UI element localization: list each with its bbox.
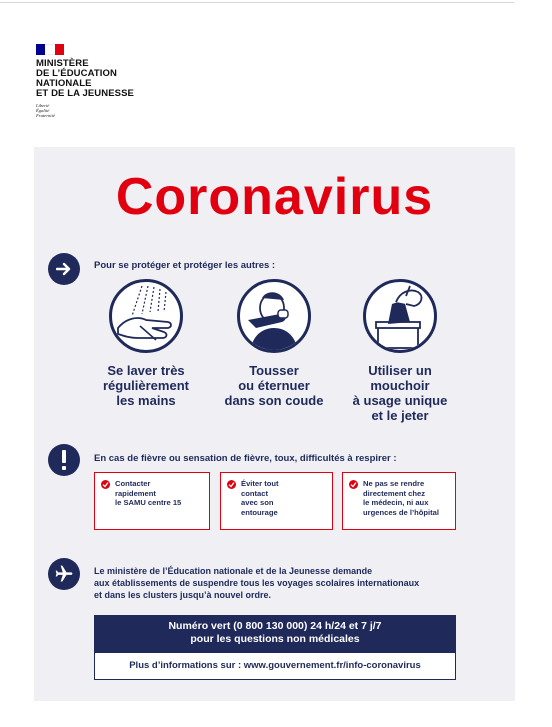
symptom-action-box — [94, 472, 210, 530]
motto-line: Fraternité — [36, 113, 55, 118]
symptom-action-box — [220, 472, 333, 530]
more-info-link: Plus d’informations sur : www.gouvernement.fr/info-coronavirus — [94, 652, 456, 680]
tissue-icon — [363, 279, 437, 353]
airplane-icon — [48, 558, 80, 590]
gesture-label: Se laver très régulièrement les mains — [103, 363, 189, 408]
coronavirus-poster — [34, 147, 515, 701]
ministry-name-line: DE L’ÉDUCATION — [36, 68, 117, 79]
symptom-action-text: Éviter tout contact avec son entourage — [241, 479, 279, 517]
check-icon — [349, 480, 358, 489]
ministry-name-line: NATIONALE — [36, 78, 92, 89]
symptom-action-text: Contacter rapidement le SAMU centre 15 — [115, 479, 182, 507]
hotline-banner — [94, 615, 456, 652]
check-icon — [101, 480, 110, 489]
motto-line: Égalité — [36, 108, 50, 113]
ministry-name — [36, 59, 134, 99]
check-icon — [227, 480, 236, 489]
gesture-label: Utiliser un mouchoir à usage unique et le jeter — [352, 363, 448, 423]
poster-title: Coronavirus — [115, 168, 434, 226]
cough-elbow-icon — [237, 279, 311, 353]
motto-line: Liberté — [36, 103, 50, 108]
travel-notice: Le ministère de l’Éducation nationale et de la Jeunesse demande aux établissements de suspendre tous les voyages scolaires internationaux et dans les clusters jusqu’à nouvel ordre. — [94, 566, 420, 600]
fever-intro: En cas de fièvre ou sensation de fièvre, toux, difficultés à respirer : — [94, 453, 397, 464]
gesture-cough-elbow — [214, 279, 334, 408]
symptom-action-box — [342, 472, 456, 530]
symptom-action-text: Ne pas se rendre directement chez le médecin, ni aux urgences de l’hôpital — [363, 479, 439, 517]
exclamation-icon — [48, 444, 80, 476]
arrow-right-icon — [48, 253, 80, 285]
gesture-hand-washing — [86, 279, 206, 408]
protect-intro: Pour se protéger et protéger les autres : — [94, 260, 276, 271]
hand-washing-icon — [109, 279, 183, 353]
french-flag-icon — [36, 44, 64, 55]
hotline-subtitle: pour les questions non médicales — [190, 633, 360, 645]
gesture-label: Tousser ou éternuer dans son coude — [224, 363, 324, 408]
ministry-name-line: MINISTÈRE — [36, 58, 89, 69]
gesture-tissue — [340, 279, 460, 423]
top-divider — [0, 2, 514, 3]
hotline-number: Numéro vert (0 800 130 000) 24 h/24 et 7 j/7 — [168, 620, 382, 632]
republic-motto — [36, 103, 134, 118]
ministry-logo — [36, 44, 134, 118]
ministry-name-line: ET DE LA JEUNESSE — [36, 88, 134, 99]
